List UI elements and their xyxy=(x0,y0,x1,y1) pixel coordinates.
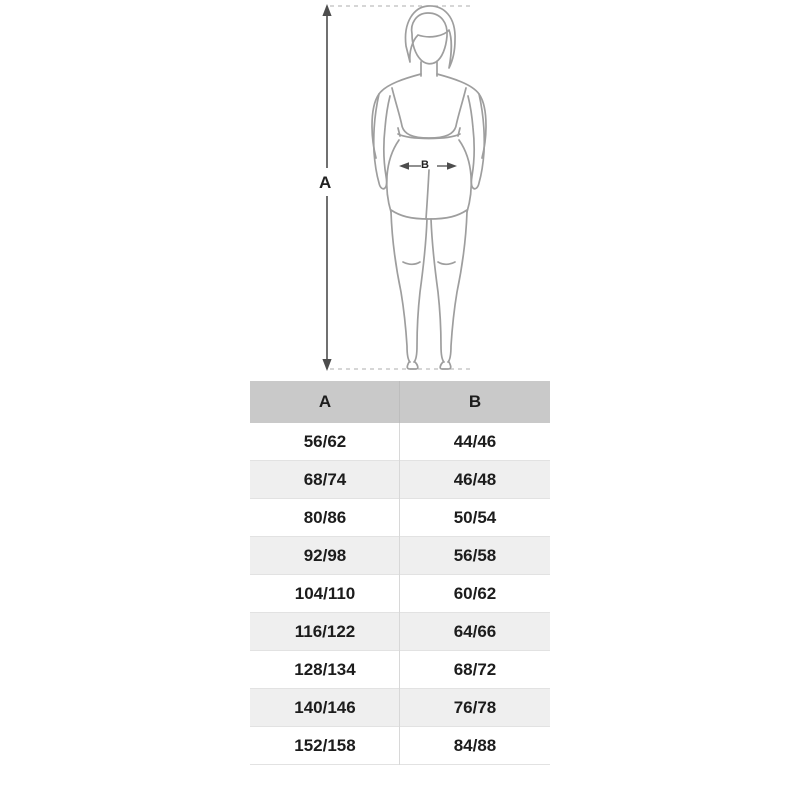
table-row xyxy=(250,613,550,651)
cell-a: 140/146 xyxy=(250,689,400,727)
cell-a: 116/122 xyxy=(250,613,400,651)
table-row xyxy=(250,575,550,613)
column-header-a: A xyxy=(250,381,400,423)
dimension-label-a: A xyxy=(319,173,332,192)
cell-a: 68/74 xyxy=(250,461,400,499)
guide-lines xyxy=(330,6,470,369)
cell-b: 64/66 xyxy=(400,613,550,651)
cell-b: 44/46 xyxy=(400,423,550,461)
body-measurement-diagram xyxy=(0,0,800,380)
size-table xyxy=(250,381,550,765)
cell-a: 92/98 xyxy=(250,537,400,575)
table-row xyxy=(250,423,550,461)
cell-a: 56/62 xyxy=(250,423,400,461)
cell-b: 76/78 xyxy=(400,689,550,727)
table-row xyxy=(250,461,550,499)
cell-b: 60/62 xyxy=(400,575,550,613)
table-row xyxy=(250,727,550,765)
size-table-body xyxy=(250,423,550,765)
table-row xyxy=(250,689,550,727)
table-row xyxy=(250,499,550,537)
cell-b: 46/48 xyxy=(400,461,550,499)
table-header-row xyxy=(250,381,550,423)
cell-b: 50/54 xyxy=(400,499,550,537)
cell-a: 128/134 xyxy=(250,651,400,689)
size-table-head xyxy=(250,381,550,423)
table-row xyxy=(250,537,550,575)
cell-a: 152/158 xyxy=(250,727,400,765)
female-figure-outline xyxy=(372,6,486,369)
table-row xyxy=(250,651,550,689)
dimension-label-b: B xyxy=(421,159,429,171)
column-header-b: B xyxy=(400,381,550,423)
cell-b: 56/58 xyxy=(400,537,550,575)
cell-a: 80/86 xyxy=(250,499,400,537)
cell-b: 84/88 xyxy=(400,727,550,765)
cell-a: 104/110 xyxy=(250,575,400,613)
cell-b: 68/72 xyxy=(400,651,550,689)
figure-svg xyxy=(0,0,800,380)
